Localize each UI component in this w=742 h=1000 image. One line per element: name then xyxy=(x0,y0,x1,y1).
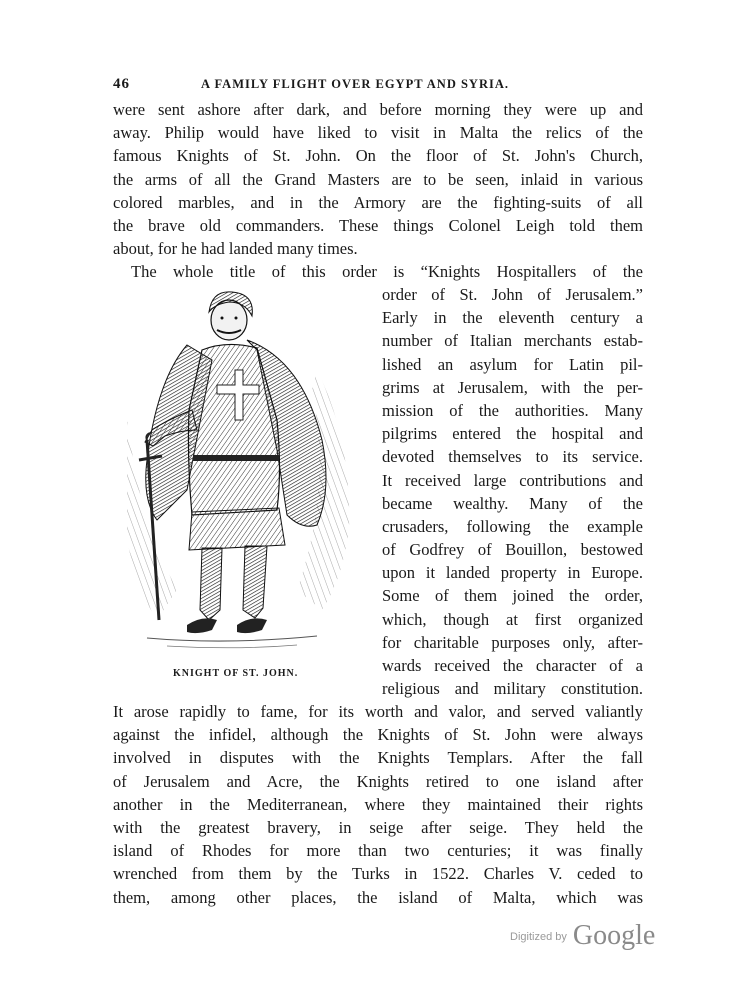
knight-illustration xyxy=(117,290,355,658)
text-line: religious and military constitution. xyxy=(382,679,643,699)
text-line: famous Knights of St. John. On the floor of St. John's Church, xyxy=(113,146,643,166)
text-line: order of St. John of Jerusalem.” xyxy=(382,285,643,304)
text-line: were sent ashore after dark, and before morning they were up and xyxy=(113,100,643,119)
text-line: against the infidel, although the Knights of St. John were always xyxy=(113,725,643,745)
text-line: for charitable purposes only, after- xyxy=(382,632,643,652)
text-line: grims at Jerusalem, with the per- xyxy=(382,377,643,397)
watermark-prefix: Digitized by xyxy=(510,931,567,943)
text-line: Some of them joined the order, xyxy=(382,586,643,606)
text-line: upon it landed property in Europe. xyxy=(382,563,643,583)
text-line: The whole title of this order is “Knights Hospitallers of the xyxy=(131,262,643,281)
running-title: A FAMILY FLIGHT OVER EGYPT AND SYRIA. xyxy=(201,77,509,91)
text-line: pilgrims entered the hospital and xyxy=(382,424,643,444)
text-line: It received large contributions and xyxy=(382,470,643,490)
text-line: became wealthy. Many of the xyxy=(382,493,643,513)
paragraph-2-continued xyxy=(113,700,643,909)
google-logo: Google xyxy=(572,920,656,951)
knight-engraving-icon xyxy=(117,290,355,658)
text-line: wards received the character of a xyxy=(382,656,643,675)
paragraph-1 xyxy=(113,98,643,260)
paragraph-2-wrapped xyxy=(382,283,643,700)
text-line: of Godfrey of Bouillon, bestowed xyxy=(382,540,643,560)
text-line: another in the Mediterranean, where they maintained their rights xyxy=(113,794,643,814)
text-line: of Jerusalem and Acre, the Knights retired to one island after xyxy=(113,771,643,791)
text-line: the brave old commanders. These things Colonel Leigh told them xyxy=(113,215,643,235)
digitized-watermark xyxy=(510,920,655,952)
text-line: colored marbles, and in the Armory are the fighting-suits of all xyxy=(113,192,643,212)
text-line: Early in the eleventh century a xyxy=(382,308,643,328)
text-line: mission of the authorities. Many xyxy=(382,400,643,420)
text-line: devoted themselves to its service. xyxy=(382,447,643,467)
page-header xyxy=(113,76,643,96)
text-line: crusaders, following the example xyxy=(382,516,643,536)
paragraph-2-opening xyxy=(113,260,643,283)
text-line: number of Italian merchants estab- xyxy=(382,331,643,351)
text-line: involved in disputes with the Knights Templars. After the fall xyxy=(113,748,643,768)
text-line: them, among other places, the island of Malta, which was xyxy=(113,887,643,907)
text-line: the arms of all the Grand Masters are to be seen, inlaid in various xyxy=(113,169,643,189)
text-line: It arose rapidly to fame, for its worth and valor, and served valiantly xyxy=(113,702,643,721)
text-line: lished an asylum for Latin pil- xyxy=(382,354,643,374)
text-line: about, for he had landed many times. xyxy=(113,239,358,259)
figure-caption: KNIGHT OF ST. JOHN. xyxy=(173,668,299,679)
text-line: away. Philip would have liked to visit in Malta the relics of the xyxy=(113,123,643,143)
text-line: island of Rhodes for more than two centuries; it was finally xyxy=(113,841,643,861)
text-line: which, though at first organized xyxy=(382,609,643,629)
text-line: wrenched from them by the Turks in 1522. Charles V. ceded to xyxy=(113,864,643,884)
page-number: 46 xyxy=(113,76,130,92)
text-line: with the greatest bravery, in seige after seige. They held the xyxy=(113,817,643,837)
